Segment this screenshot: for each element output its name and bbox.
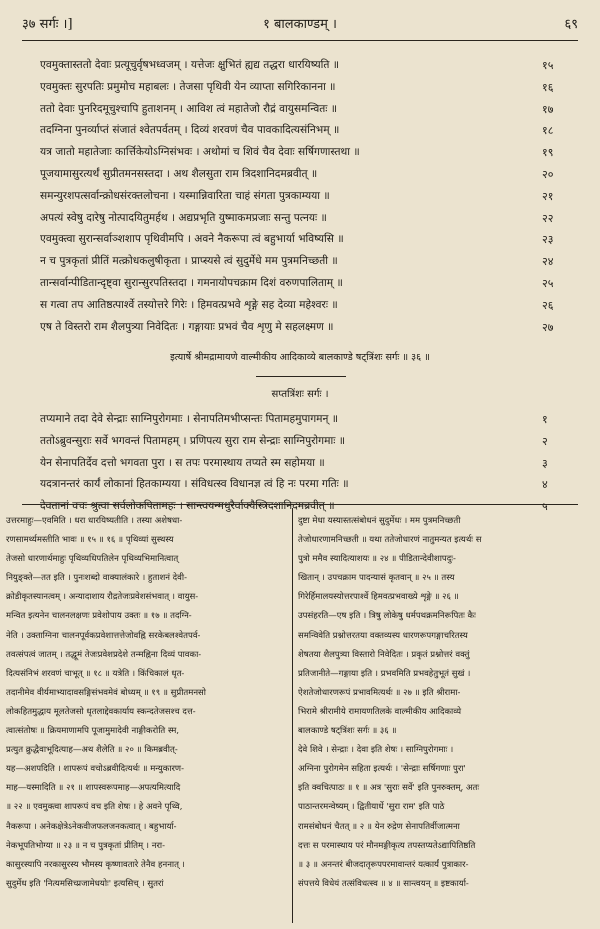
- commentary-line: कासुरस्यापि नरकासुरस्य भौमस्य कृष्णावतारे तेनैव हननात् ।: [6, 859, 185, 870]
- verse-number: २२: [542, 211, 554, 225]
- verse-number: १६: [542, 80, 554, 94]
- commentary-line: तवत्संपत्वं जातम् । तद्धूमं तेजःप्रवेशप्रदेशे तन्मह्निना दिव्यं पावका-: [6, 649, 202, 660]
- verse-number: २३: [542, 233, 554, 247]
- commentary-line: ॥ २२ ॥ एवमुक्त्वा शापरूपं वच इति शेषः । हे अवने पृथ्वि,: [6, 802, 183, 813]
- commentary-line: देवे शिवे । सेन्द्राः । देवा इति शेषः । साग्निपुरोगमाः ।: [298, 745, 454, 756]
- verse-line: [40, 254, 580, 276]
- commentary-line: भिरामे श्रीरामीये रामायणतिलके वाल्मीकीय आदिकाव्ये: [298, 706, 462, 717]
- header-book-title: १ बालकाण्डम् ।: [263, 17, 337, 32]
- commentary-left-column: [6, 512, 289, 894]
- verse-line: [40, 276, 580, 298]
- verse-line: [40, 145, 580, 167]
- commentary-line: प्रत्युत क्रुद्धैवाभूदित्याह—अथ शैलेति ॥ २० ॥ किमब्रवीत्-: [6, 745, 178, 756]
- verse-number: १९: [542, 146, 554, 160]
- verse-text: एवमुक्त्वा सुरान्सर्वाञ्शशाप पृथिवीमपि । अवने नैकरूपा त्वं बहुभार्या भविष्यसि ॥: [40, 233, 344, 246]
- verse-number: १७: [542, 102, 554, 116]
- commentary-line: बालकाण्डे षट्त्रिंशः सर्गः ॥ ३६ ॥: [298, 726, 397, 737]
- verse-number: २६: [542, 298, 554, 312]
- commentary-line: सुदुर्मेध इति 'नित्यमसिच्प्रजामेधयोः' इत्यसिच् । सुतरां: [6, 878, 164, 889]
- verse-text: तप्यमाने तदा देवे सेन्द्राः साग्निपुरोगमाः । सेनापतिमभीप्सन्तः पितामहमुपागमन् ॥: [40, 413, 339, 425]
- running-header: [22, 14, 578, 36]
- commentary-line: नेति । उक्ताग्निना चालनपूर्वकप्रवेशात्तत्तेजोवह्नि सरकेबलश्वेतपर्व-: [6, 630, 201, 641]
- commentary-line: उपसंहरति—एष इति । त्रिषु लोकेषु धर्मपथक्रमनिरूपितः कैः: [298, 611, 476, 622]
- verse-number: २५: [542, 276, 554, 290]
- column-divider: [292, 508, 293, 923]
- verse-text: ततोऽब्रुवन्सुराः सर्वे भगवन्तं पितामहम् । प्रणिपत्य सुरा राम सेन्द्राः साग्निपुरोगमाः ॥: [40, 434, 346, 447]
- commentary-line: तेजोधारणामनिच्छती ॥ यथा ततेजोधारणं नातुमन्यत इत्यर्थः स: [298, 535, 482, 546]
- verse-text: समन्युरशपत्सर्वान्क्रोधसंरक्तलोचना । यस्मान्निवारिता चाहं संगता पुत्रकाम्यया ॥: [40, 189, 330, 202]
- commentary-line: दित्यसंनिभं शरवणं चाभूत् ॥ १८ ॥ यत्रेति । किंचिकालं धृत-: [6, 668, 185, 679]
- commentary-line: पाठान्तरमन्वेष्यम् । द्वितीयार्धे 'सुरा राम' इति पाठे: [298, 802, 445, 813]
- verse-text: एष ते विस्तरो राम शैलपुत्र्या निवेदितः । गङ्गायाः प्रभवं चैव शृणु मे सहलक्ष्मण ॥: [40, 320, 334, 333]
- verse-text: यदत्रानन्तरं कार्यं लोकानां हितकाम्यया । संविधत्स्व विधानज्ञ त्वं हि नः परमा गतिः ॥: [40, 478, 349, 491]
- commentary-right-column: [298, 512, 594, 894]
- commentary-line: अग्निना पुरोगमेन सहिता इत्यर्थः । 'सेन्द्राः सर्षिगणाः पुरा': [298, 764, 466, 775]
- commentary-line: तदानीमेव वीर्यमाभ्यादावसङ्गिसंभवमेवं बोध्यम् ॥ १९ ॥ सुप्रीतमनसो: [6, 687, 207, 698]
- commentary-line: तेजसो धारणार्थमाहुः पृथिव्यधिपतिलेन पृथिव्यभिमानित्वात्: [6, 554, 179, 565]
- verse-line: [40, 434, 580, 456]
- commentary-line: लोकहितमुद्धाय मूलतेजसो धृतलाद्देवकार्याय स्कन्दतेजसश्च दत्त-: [6, 706, 196, 717]
- commentary-line: दत्तः स परमास्थाय परं मौनमङ्गीकृत्य तपस्तप्यतेऽद्यापितिष्ठति: [298, 840, 476, 851]
- commentary-rule: [22, 504, 578, 505]
- verse-text: तदग्निना पुनर्व्याप्तं संजातं श्वेतपर्वतम् । दिव्यं शरवणं चैव पावकादित्यसंनिभम् ॥: [40, 124, 340, 137]
- verse-number: २: [542, 434, 548, 448]
- commentary-line: नियुङ्क्ते—तत इति । पुनःशब्दो वाक्यालंकारे । हुताशनं देवी-: [6, 573, 187, 584]
- verse-line: [40, 189, 580, 211]
- verse-line: [40, 58, 580, 80]
- commentary-line: रणसामर्थ्यमस्तीति भावः ॥ १५ ॥ १६ ॥ पृथिव्यां सुस्थस्य: [6, 535, 174, 546]
- verse-number: १: [542, 413, 548, 426]
- commentary-line: खितान् । उपचक्राम पादन्यासं कृतवान् ॥ २५ ॥ तस्य: [298, 573, 455, 584]
- sarga-colophon: इत्यार्षे श्रीमद्रामायणे वाल्मीकीय आदिकाव्ये बालकाण्डे षट्त्रिंशः सर्गः ॥ ३६ ॥: [170, 352, 430, 363]
- commentary-line: समन्विवेति प्रश्नोत्तरतया वक्तव्यस्य धारणरूपगङ्गाचरितस्य: [298, 630, 468, 641]
- verse-line: [40, 477, 580, 499]
- verse-line: [40, 320, 580, 342]
- commentary-line: ॥ ३ ॥ अनन्तरं बीजदातृरूपपरमावान्तरं यत्कार्यं पुत्राकार-: [298, 859, 469, 870]
- commentary-line: नेकभूपतिभोग्या ॥ २३ ॥ न च पुत्रकृतां प्रीतिम् । नरा-: [6, 840, 166, 851]
- section-separator: [256, 376, 346, 377]
- verse-number: २१: [542, 189, 554, 203]
- verse-text: एवमुक्तास्ततो देवाः प्रत्यूचुर्वृषभध्वजम् । यत्तेजः क्षुभितं ह्यद्य तद्धरा धारयिष्यति ॥: [40, 59, 340, 71]
- verse-text: स गत्वा तप आतिष्ठत्पार्श्वे तस्योत्तरे गिरेः । हिमवत्प्रभवे शृङ्गे सह देव्या महेश्वरः ॥: [40, 298, 338, 311]
- verse-number: २७: [542, 320, 554, 334]
- verse-line: [40, 167, 580, 189]
- page-number: ६९: [564, 17, 578, 32]
- verse-line: [40, 102, 580, 124]
- commentary-line: त्वात्संतोषः ॥ क्रियमाणामपि पूजामुमादेवी नाङ्गीकरोति स्म,: [6, 726, 180, 737]
- verse-number: २०: [542, 167, 554, 181]
- commentary-line: माह—यस्मादिति ॥ २१ ॥ शापस्वरूपमाह—अपत्यमित्यादि: [6, 783, 181, 794]
- verse-number: २४: [542, 255, 554, 269]
- verse-text: देवतानां वचः श्रुत्वा सर्वलोकपितामहः । सान्त्वयन्मधुरैर्वाक्यैस्त्रिदशानिदमब्रवीत् ॥: [40, 500, 335, 513]
- commentary-line: यह—अशपदिति । शापरूपं वचोऽब्रवीदित्यर्थः ॥ मन्युकारण-: [6, 764, 184, 775]
- commentary-line: गिरेर्हिमालयस्योत्तरपार्श्वे हिमवत्प्रभवाख्ये शृङ्गे ॥ २६ ॥: [298, 592, 459, 603]
- commentary-line: उत्तरमाहुः—एवमिति । धरा धारयिष्यतीति । तस्या अशेषधा-: [6, 516, 183, 526]
- verse-text: ततो देवाः पुनरिदमूचुश्चापि हुताशनम् । आविश त्वं महातेजो रौद्रं वायुसमन्वितः ॥: [40, 102, 338, 115]
- verse-line: [40, 456, 580, 478]
- verse-block-sarga-36: [40, 58, 580, 341]
- verse-text: यत्र जातो महातेजाः कार्त्तिकेयोऽग्निसंभवः । अथोमां च शिवं चैव देवाः सर्षिगणास्तथा ॥: [40, 146, 360, 159]
- verse-text: पूजयामासुरत्यर्थं सुप्रीतमनसस्तदा । अथ शैलसुता राम त्रिदशानिदमब्रवीत् ॥: [40, 167, 318, 180]
- verse-text: अपत्यं स्वेषु दारेषु नोत्पादयितुमर्हथ । अद्यप्रभृति युष्माकमप्रजाः सन्तु पत्नयः ॥: [40, 211, 327, 224]
- verse-line: [40, 211, 580, 233]
- commentary-line: पुत्रो ममैव स्यादित्याशयः ॥ २४ ॥ पीडितान्देवीशापदुः-: [298, 554, 456, 565]
- header-chapter-label: ३७ सर्गः ।]: [22, 17, 73, 32]
- commentary-line: मन्वित इत्यनेन चालनलक्षणः प्रवेशोपाय उक्तः ॥ १७ ॥ तदग्नि-: [6, 611, 192, 622]
- verse-text: न च पुत्रकृतां प्रीतिं मत्क्रोधकलुषीकृता । प्राप्स्यसे त्वं सुदुर्मेधे मम पुत्रमनिच्छती ॥: [40, 255, 338, 268]
- commentary-line: प्रतिजानीते—गङ्गाया इति । प्रभवमिति प्रभवहेतुभूतं सुखं ।: [298, 668, 471, 679]
- verse-line: [40, 80, 580, 102]
- verse-text: एवमुक्तः सुरपतिः प्रमुमोच महाबलः । तेजसा पृथिवी येन व्याप्ता सगिरिकानना ॥: [40, 80, 336, 93]
- commentary-line: ऐशतेजोधारणरूपं प्रभावमित्यर्थः ॥ २७ ॥ इति श्रीरामा-: [298, 687, 461, 698]
- commentary-line: क्रोडीकृतस्यानत्वम् । अन्यादाशाय रौद्रतेजःप्रवेशसंभवात् । वायुस-: [6, 592, 199, 603]
- commentary-line: शेषतया शैलपुत्र्या विस्तारो निवेदितः । प्रकृतं प्रश्नोत्तरं वक्तुं: [298, 649, 470, 660]
- verse-number: ५: [542, 500, 548, 514]
- verse-line: [40, 232, 580, 254]
- commentary-line: इति क्वचित्पाठः ॥ १ ॥ अत्र 'सुराः सर्वे' इति पुनरुक्तम्, अतः: [298, 783, 480, 794]
- verse-text: येन सेनापतिर्देव दत्तो भगवता पुरा । स तपः परमास्थाय तप्यते स्म सहोमया ॥: [40, 456, 325, 469]
- commentary-line: संपत्तये विधेयं तत्संविधत्स्व ॥ ४ ॥ सान्त्वयन् ॥ इष्टकार्या-: [298, 878, 469, 889]
- verse-line: [40, 298, 580, 320]
- verse-line: [40, 412, 580, 434]
- verse-line: [40, 123, 580, 145]
- verse-number: १५: [542, 59, 554, 72]
- verse-number: ३: [542, 456, 548, 470]
- commentary-line: दुष्टा मेधा यस्यास्तत्संबोधनं सुदुर्मेधः । मम पुत्रमनिच्छती: [298, 516, 461, 526]
- verse-number: ४: [542, 478, 548, 492]
- sarga-heading: सप्तत्रिंशः सर्गः ।: [271, 389, 329, 400]
- verse-text: तान्सर्वान्पीडितान्दृष्ट्वा सुरान्सुरपतिस्तदा । गमनायोपचक्राम दिशं वरुणपालिताम् ॥: [40, 276, 343, 289]
- commentary-line: रामसंबोधनं चैतत् ॥ २ ॥ येन रुद्रेण सेनापतिर्वीजात्मना: [298, 821, 460, 832]
- header-rule: [22, 40, 578, 41]
- commentary-line: नैकरूपा । अनेकक्षेत्रेऽनेकवीजफलजनकत्वात् । बहुभार्या-: [6, 821, 177, 832]
- verse-number: १८: [542, 124, 554, 138]
